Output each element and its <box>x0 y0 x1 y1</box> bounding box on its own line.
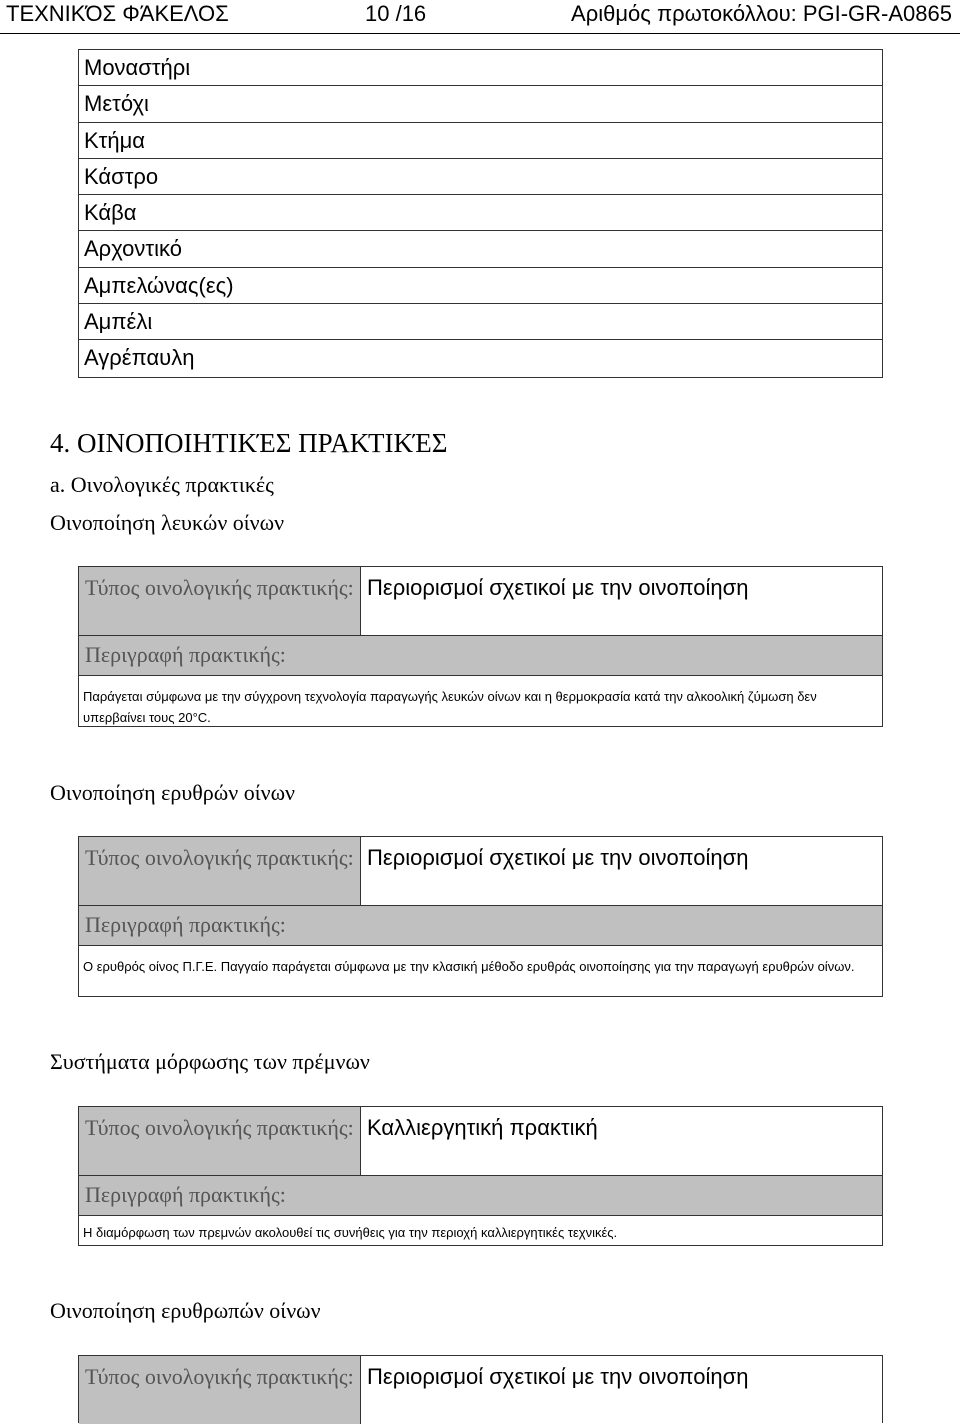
practice-type-label: Τύπος οινολογικής πρακτικής: <box>79 1107 361 1175</box>
practice-type-label: Τύπος οινολογικής πρακτικής: <box>79 837 361 905</box>
section-subtitle: a. Οινολογικές πρακτικές <box>50 472 274 497</box>
practice-table <box>78 1106 883 1246</box>
practice-type-label: Τύπος οινολογικής πρακτικής: <box>79 567 361 635</box>
practice-type-value: Περιορισμοί σχετικοί με την οινοποίηση <box>361 1356 882 1424</box>
practice-description-label: Περιγραφή πρακτικής: <box>79 906 882 946</box>
header-divider <box>0 33 960 34</box>
practice-heading: Οινοποίηση λευκών οίνων <box>50 510 285 535</box>
practice-description-label: Περιγραφή πρακτικής: <box>79 636 882 676</box>
practice-type-value: Περιορισμοί σχετικοί με την οινοποίηση <box>361 567 882 635</box>
practice-description: Ο ερυθρός οίνος Π.Γ.Ε. Παγγαίο παράγεται σύμφωνα με την κλασική μέθοδο ερυθράς οινοποίησης για την παραγωγή ερυθρών οίνων. <box>83 959 855 974</box>
practice-heading: Συστήματα μόρφωσης των πρέμνων <box>50 1049 370 1074</box>
term-row: Μοναστήρι <box>79 50 882 86</box>
term-row: Αρχοντικό <box>79 231 882 267</box>
terms-table <box>78 49 883 378</box>
term-row: Κάβα <box>79 195 882 231</box>
page-number: 10 /16 <box>365 1 427 26</box>
page-header <box>0 0 960 34</box>
term-row: Κτήμα <box>79 123 882 159</box>
practice-type-label: Τύπος οινολογικής πρακτικής: <box>79 1356 361 1424</box>
practice-type-value: Καλλιεργητική πρακτική <box>361 1107 882 1175</box>
protocol-number: Αριθμός πρωτοκόλλου: PGI-GR-A0865 <box>571 1 952 26</box>
section-title: 4. ΟΙΝΟΠΟΙΗΤΙΚΈΣ ΠΡΑΚΤΙΚΈΣ <box>50 428 448 458</box>
term-row: Αμπελώνας(ες) <box>79 268 882 304</box>
term-row: Αγρέπαυλη <box>84 345 195 371</box>
practice-heading: Οινοποίηση ερυθρών οίνων <box>50 780 295 805</box>
practice-table <box>78 1355 883 1423</box>
term-row: Μετόχι <box>79 86 882 122</box>
practice-type-value: Περιορισμοί σχετικοί με την οινοποίηση <box>361 837 882 905</box>
term-row: Κάστρο <box>79 159 882 195</box>
practice-description: Παράγεται σύμφωνα με την σύγχρονη τεχνολογία παραγωγής λευκών οίνων και η θερμοκρασία κατά την αλκοολική ζύμωση δεν υπερβαίνει τους 20°C. <box>83 689 817 725</box>
practice-heading: Οινοποίηση ερυθρωπών οίνων <box>50 1298 321 1323</box>
term-row: Αμπέλι <box>79 304 882 340</box>
practice-table <box>78 566 883 727</box>
practice-table <box>78 836 883 997</box>
practice-description: Η διαμόρφωση των πρεμνών ακολουθεί τις συνήθεις για την περιοχή καλλιεργητικές τεχνικές. <box>83 1225 618 1240</box>
practice-description-label: Περιγραφή πρακτικής: <box>79 1176 882 1216</box>
document-title: ΤΕΧΝΙΚΌΣ ΦΆΚΕΛΟΣ <box>6 1 229 26</box>
